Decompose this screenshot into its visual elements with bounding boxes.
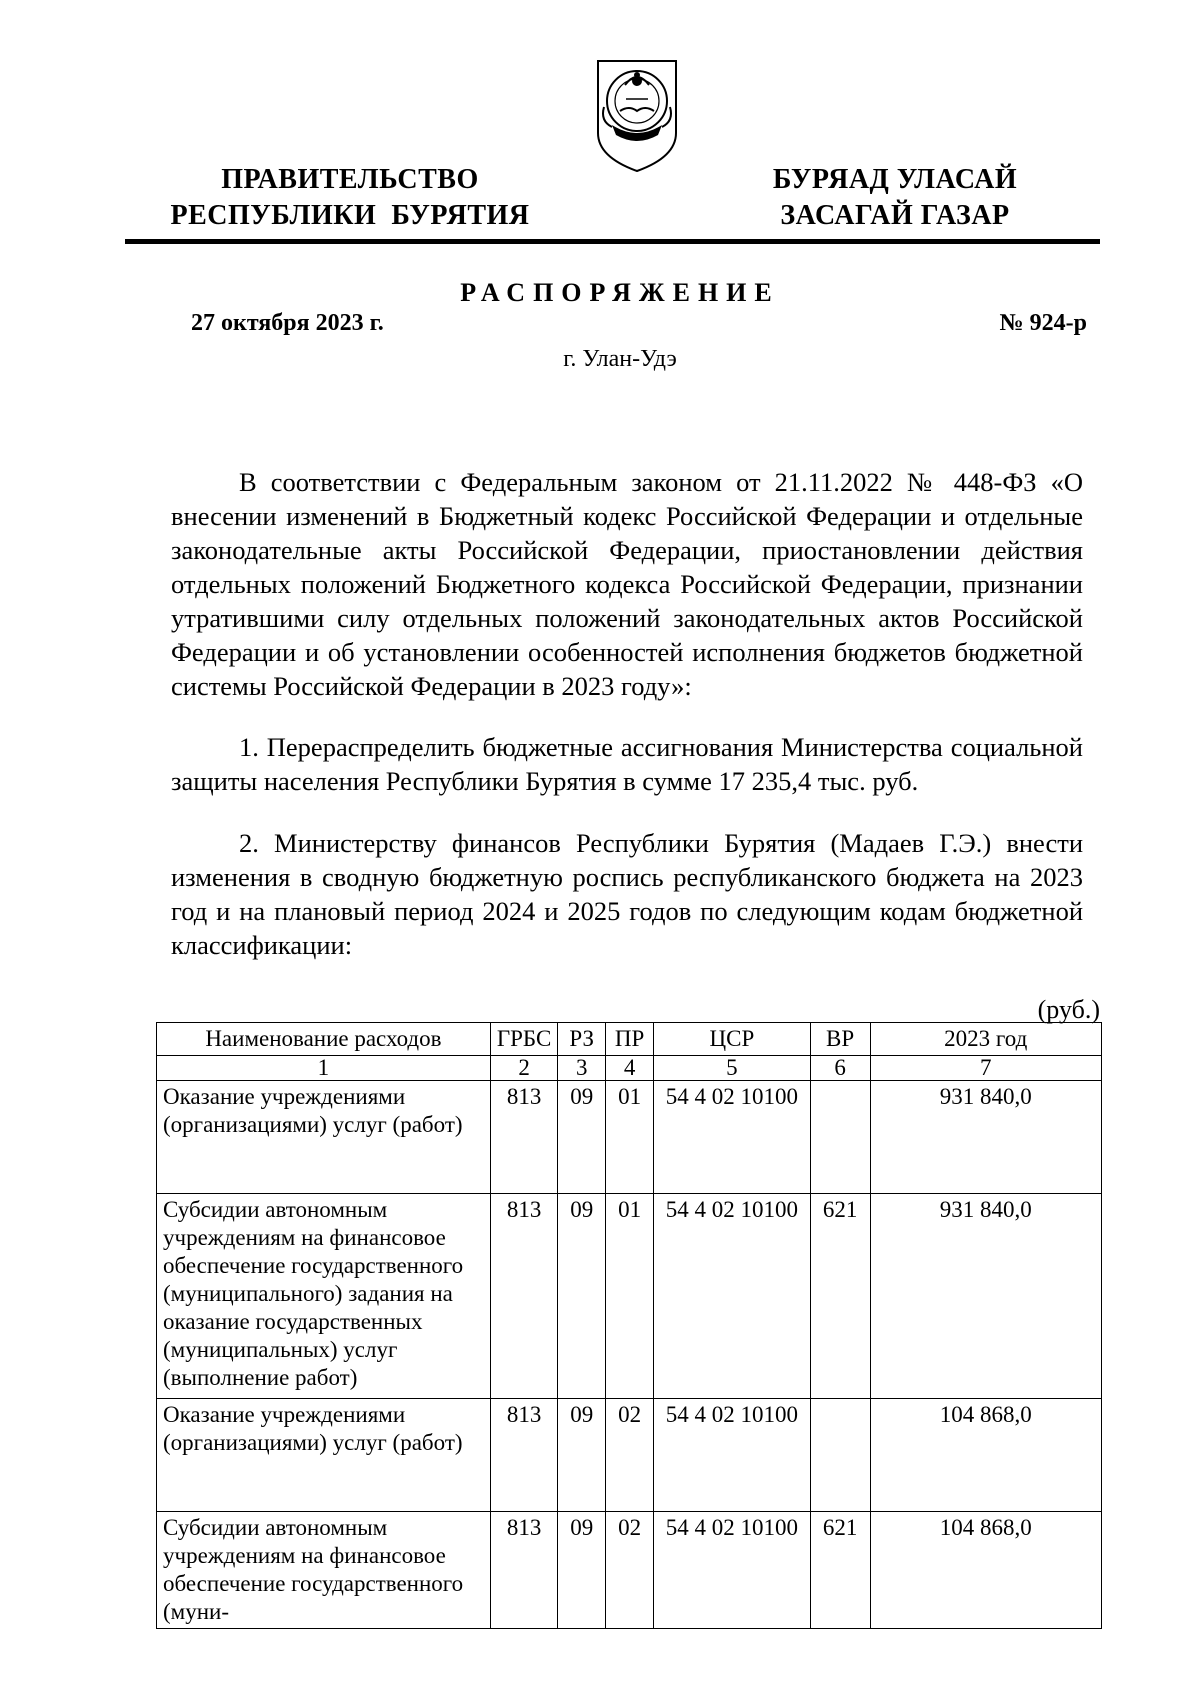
cell-csr: 54 4 02 10100: [654, 1081, 811, 1194]
budget-table: [156, 1022, 1102, 1629]
col-header-vr: ВР: [810, 1023, 870, 1056]
cell-vr: [810, 1399, 870, 1512]
cell-csr: 54 4 02 10100: [654, 1194, 811, 1399]
col-header-csr: ЦСР: [654, 1023, 811, 1056]
paragraph-item-2: 2. Министерству финансов Республики Бурятия (Мадаев Г.Э.) внести изменения в сводную бюджетную роспись республиканского бюджета на 2023 год и на плановый период 2024 и 2025 годов по следующим кодам бюджетной классификации:: [171, 828, 1083, 960]
col-header-pr: ПР: [606, 1023, 654, 1056]
cell-amount: 104 868,0: [870, 1512, 1101, 1629]
table-row: [157, 1081, 1102, 1194]
table-row: [157, 1194, 1102, 1399]
cell-amount: 931 840,0: [870, 1194, 1101, 1399]
cell-amount: 104 868,0: [870, 1399, 1101, 1512]
cell-name: Оказание учреждениями (организациями) услуг (работ): [157, 1399, 491, 1512]
column-number: 2: [490, 1056, 557, 1081]
cell-name: Субсидии автономным учреждениям на финансовое обеспечение государственного (муни-: [157, 1512, 491, 1629]
header-divider: [125, 239, 1100, 244]
col-header-name: Наименование расходов: [157, 1023, 491, 1056]
table-column-numbers-row: [157, 1056, 1102, 1081]
table-row: [157, 1399, 1102, 1512]
col-header-rz: РЗ: [558, 1023, 606, 1056]
cell-pr: 01: [606, 1081, 654, 1194]
cell-pr: 02: [606, 1512, 654, 1629]
coat-of-arms-icon: [592, 55, 682, 175]
col-header-grbs: ГРБС: [490, 1023, 557, 1056]
cell-grbs: 813: [490, 1081, 557, 1194]
table-row: [157, 1512, 1102, 1629]
cell-vr: 621: [810, 1512, 870, 1629]
paragraph-preamble: В соответствии с Федеральным законом от 21.11.2022 № 448-ФЗ «О внесении изменений в Бюджетный кодекс Российской Федерации и отдельные законодательные акты Российской Федерации, приостановлении действия отдельных положений Бюджетного кодекса Российской Федерации, признании утратившими силу отдельных положений законодательных актов Российской Федерации и об установлении особенностей исполнения бюджетов бюджетной системы Российской Федерации в 2023 году»:: [171, 467, 1083, 701]
cell-rz: 09: [558, 1194, 606, 1399]
cell-name: Оказание учреждениями (организациями) услуг (работ): [157, 1081, 491, 1194]
cell-amount: 931 840,0: [870, 1081, 1101, 1194]
table-header-row: [157, 1023, 1102, 1056]
cell-csr: 54 4 02 10100: [654, 1512, 811, 1629]
header-right: [745, 162, 1045, 234]
cell-csr: 54 4 02 10100: [654, 1399, 811, 1512]
column-number: 5: [654, 1056, 811, 1081]
paragraph-item-1: 1. Перераспределить бюджетные ассигнования Министерства социальной защиты населения Республики Бурятия в сумме 17 235,4 тыс. руб.: [171, 732, 1083, 796]
table-unit: (руб.): [1037, 995, 1100, 1024]
document-date: 27 октября 2023 г.: [191, 310, 384, 336]
cell-grbs: 813: [490, 1194, 557, 1399]
cell-rz: 09: [558, 1399, 606, 1512]
header-left: [160, 162, 540, 234]
cell-rz: 09: [558, 1512, 606, 1629]
cell-vr: 621: [810, 1194, 870, 1399]
document-city: г. Улан-Удэ: [563, 346, 677, 372]
cell-grbs: 813: [490, 1512, 557, 1629]
document-type: РАСПОРЯЖЕНИЕ: [460, 278, 780, 307]
header-right-line1: БУРЯАД УЛАСАЙ: [772, 164, 1018, 195]
header-right-line2: ЗАСАГАЙ ГАЗАР: [780, 200, 1010, 231]
cell-grbs: 813: [490, 1399, 557, 1512]
column-number: 6: [810, 1056, 870, 1081]
cell-name: Субсидии автономным учреждениям на финансовое обеспечение государственного (муниципального) задания на оказание государственных (муниципальных) услуг (выполнение работ): [157, 1194, 491, 1399]
cell-pr: 01: [606, 1194, 654, 1399]
col-header-year: 2023 год: [870, 1023, 1101, 1056]
column-number: 7: [870, 1056, 1101, 1081]
header-left-line1: ПРАВИТЕЛЬСТВО: [221, 164, 479, 195]
document-number: № 924-р: [999, 310, 1087, 336]
column-number: 3: [558, 1056, 606, 1081]
column-number: 1: [157, 1056, 491, 1081]
column-number: 4: [606, 1056, 654, 1081]
cell-rz: 09: [558, 1081, 606, 1194]
header-left-line2: РЕСПУБЛИКИ БУРЯТИЯ: [170, 200, 530, 231]
cell-pr: 02: [606, 1399, 654, 1512]
cell-vr: [810, 1081, 870, 1194]
